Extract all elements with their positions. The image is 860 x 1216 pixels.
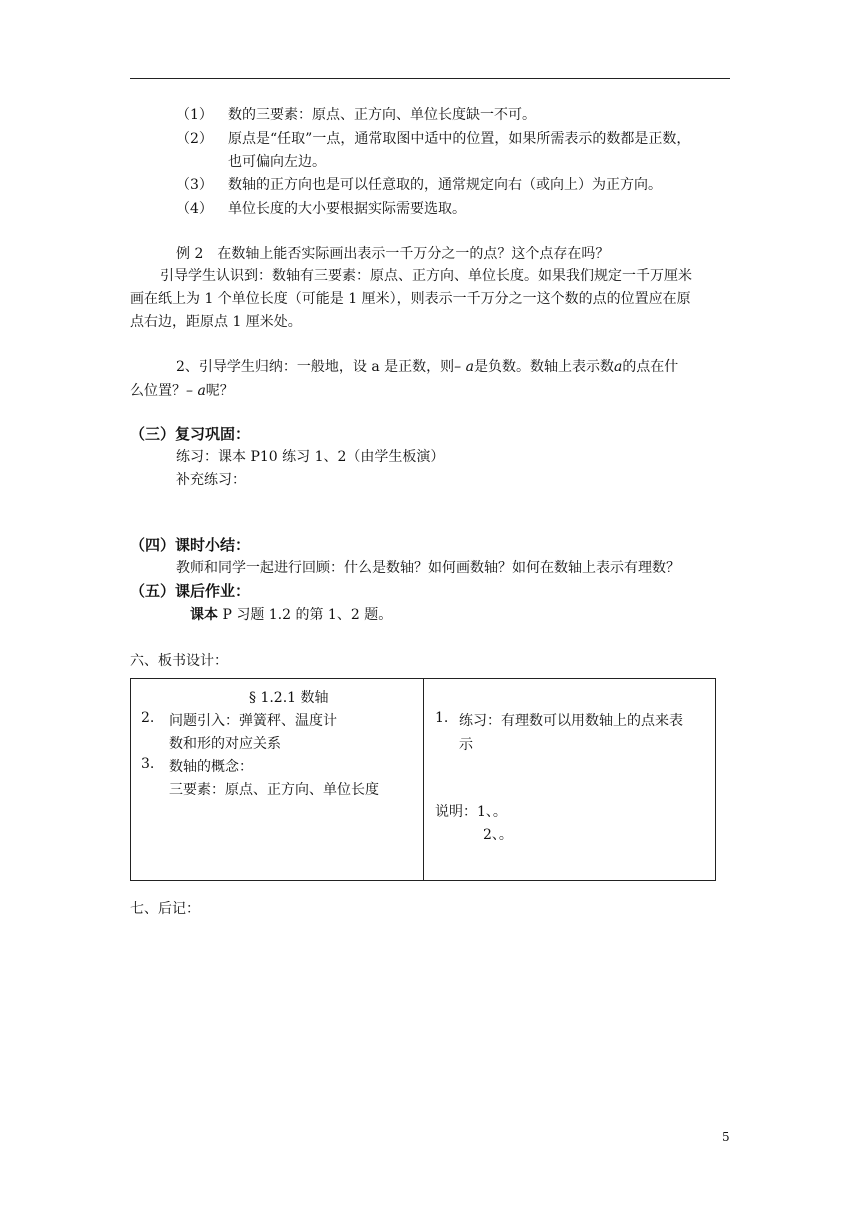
note-2-number: （2）: [176, 131, 213, 147]
board-item3-sub: 三要素：原点、正方向、单位长度: [169, 782, 379, 798]
homework-bold: 课本: [190, 607, 218, 623]
a-math: a: [613, 359, 623, 375]
note-4-text: 单位长度的大小要根据实际需要选取。: [228, 201, 466, 217]
example2-question: 例 2 在数轴上能否实际画出表示一千万分之一的点？这个点存在吗？: [176, 246, 610, 262]
note-1-number: （1）: [176, 107, 213, 123]
summary2-text-e: 呢？: [205, 383, 234, 399]
example2-answer-line1: 引导学生认识到：数轴有三要素：原点、正方向、单位长度。如果我们规定一千万厘米: [160, 268, 692, 284]
summary2-line1: [176, 356, 678, 376]
section6-title: 六、板书设计：: [130, 653, 228, 669]
summary2-text-c: 的点在什: [622, 359, 679, 375]
note-3-number: （3）: [176, 177, 213, 193]
board-note-2: 2、。: [483, 827, 513, 843]
neg-a-math: – a: [454, 359, 474, 375]
summary2-line2: [130, 380, 234, 400]
section5-heading: （五）课后作业：: [130, 582, 251, 600]
board-right-item1-number: 1.: [435, 710, 449, 726]
board-right-item1-cont: 示: [459, 737, 473, 753]
board-item2-text: 问题引入：弹簧秤、温度计: [169, 713, 337, 729]
homework-rest: P 习题 1.2 的第 1、2 题。: [218, 607, 393, 623]
neg-a-math-2: – a: [186, 383, 206, 399]
example2-answer-line3: 点右边，距原点 1 厘米处。: [130, 314, 302, 330]
board-note-label: 说明：1、。: [435, 804, 507, 820]
board-right-item1-text: 练习：有理数可以用数轴上的点来表: [459, 713, 683, 729]
section7-title: 七、后记：: [130, 901, 200, 917]
section4-text: 教师和同学一起进行回顾：什么是数轴？如何画数轴？如何在数轴上表示有理数？: [176, 560, 680, 576]
board-item2-sub: 数和形的对应关系: [169, 736, 281, 752]
section3-line1: 练习：课本 P10 练习 1、2（由学生板演）: [176, 449, 445, 465]
note-3-text: 数轴的正方向也是可以任意取的，通常规定向右（或向上）为正方向。: [228, 177, 662, 193]
section3-line2: 补充练习：: [176, 472, 246, 488]
section3-heading: （三）复习巩固：: [130, 425, 251, 443]
board-item2-number: 2.: [141, 710, 155, 726]
page-number: 5: [722, 1130, 730, 1144]
summary2-text-a: 2、引导学生归纳：一般地，设 a 是正数，则: [176, 359, 455, 375]
board-design-table: [130, 678, 716, 881]
board-item3-text: 数轴的概念：: [169, 759, 253, 775]
summary2-text-d: 么位置？: [130, 383, 186, 399]
note-1-text: 数的三要素：原点、正方向、单位长度缺一不可。: [228, 107, 536, 123]
section5-homework: [190, 604, 392, 624]
section4-heading: （四）课时小结：: [130, 536, 251, 554]
note-4-number: （4）: [176, 201, 213, 217]
summary2-text-b: 是负数。数轴上表示数: [473, 359, 614, 375]
note-2-text: 原点是“任取”一点，通常取图中适中的位置，如果所需表示的数都是正数，: [228, 131, 691, 147]
header-rule: [130, 78, 730, 79]
table-divider: [423, 679, 424, 880]
board-item3-number: 3.: [141, 756, 155, 772]
example2-answer-line2: 画在纸上为 1 个单位长度（可能是 1 厘米），则表示一千万分之一这个数的点的位置应在原: [130, 291, 691, 307]
note-2-text-cont: 也可偏向左边。: [228, 154, 326, 170]
board-title: § 1.2.1 数轴: [249, 690, 329, 706]
